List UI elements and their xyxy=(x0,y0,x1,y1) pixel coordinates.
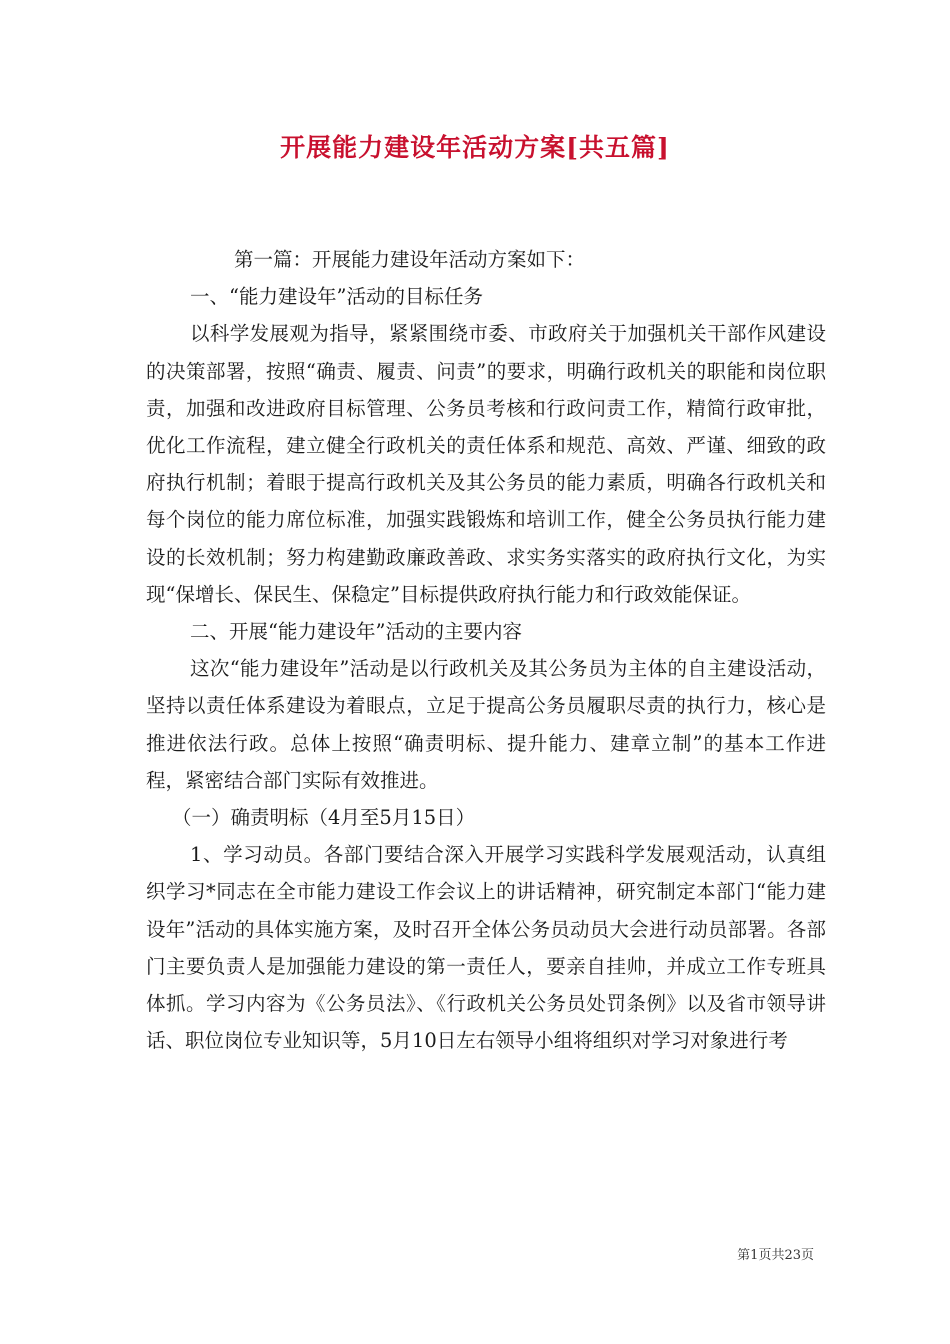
section-1-heading: 一、“能力建设年”活动的目标任务 xyxy=(190,285,483,309)
section-1-paragraph: 以科学发展观为指导，紧紧围绕市委、市政府关于加强机关干部作风建设的决策部署，按照“确责、履责、问责”的要求，明确行政机关的职能和岗位职责，加强和改进政府目标管理、公务员考核和行政问责工作，精简行政审批，优化工作流程，建立健全行政机关的责任体系和规范、高效、严谨、细致的政府执行机制；着眼于提高行政机关及其公务员的能力素质，明确各行政机关和每个岗位的能力席位标准，加强实践锻炼和培训工作，健全公务员执行能力建设的长效机制；努力构建勤政廉政善政、求实务实落实的政府执行文化，为实现“保增长、保民生、保稳定”目标提供政府执行能力和行政效能保证。 xyxy=(146,322,826,606)
page-number: 第1页共23页 xyxy=(737,1248,814,1263)
section-2-paragraph: 这次“能力建设年”活动是以行政机关及其公务员为主体的自主建设活动，坚持以责任体系建设为着眼点，立足于提高公务员履职尽责的执行力，核心是推进依法行政。总体上按照“确责明标、提升能力、建章立制”的基本工作进程，紧密结合部门实际有效推进。 xyxy=(146,657,826,792)
document-body xyxy=(146,241,826,1059)
item-1-paragraph: 1、学习动员。各部门要结合深入开展学习实践科学发展观活动，认真组织学习*同志在全市能力建设工作会议上的讲话精神，研究制定本部门“能力建设年”活动的具体实施方案，及时召开全体公务员动员大会进行动员部署。各部门主要负责人是加强能力建设的第一责任人，要亲自挂帅，并成立工作专班具体抓。学习内容为《公务员法》、《行政机关公务员处罚条例》以及省市领导讲话、职位岗位专业知识等，5月10日左右领导小组将组织对学习对象进行考 xyxy=(146,843,826,1053)
section-2-heading: 二、开展“能力建设年”活动的主要内容 xyxy=(190,620,522,644)
document-title: 开展能力建设年活动方案[共五篇] xyxy=(280,133,670,162)
intro-line: 第一篇：开展能力建设年活动方案如下： xyxy=(234,248,586,271)
subsection-1-heading: （一）确责明标（4月至5月15日） xyxy=(172,806,476,830)
